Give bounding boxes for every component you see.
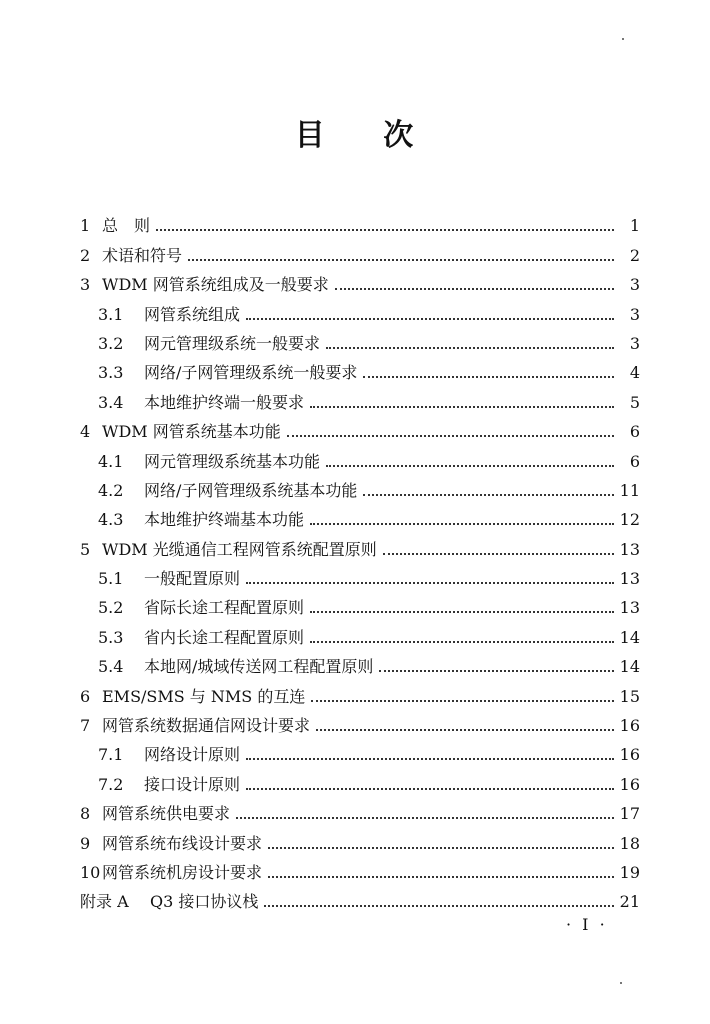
toc-entry-7-1[interactable] — [80, 736, 640, 765]
toc-page: 6 — [629, 451, 640, 471]
toc-number: 6 — [80, 686, 91, 706]
dot-leader — [246, 787, 614, 790]
dot-leader — [310, 522, 614, 525]
toc-page: 5 — [629, 392, 640, 412]
toc-entry-appendix-a[interactable] — [80, 883, 640, 912]
toc-title: 本地维护终端一般要求 — [144, 392, 305, 412]
toc-entry-9[interactable] — [80, 824, 640, 853]
toc-entry-7[interactable] — [80, 707, 640, 736]
toc-page: 13 — [619, 598, 640, 618]
toc-page: 3 — [629, 333, 640, 353]
dot-leader — [310, 640, 614, 643]
toc-entry-1[interactable] — [80, 207, 640, 236]
toc-title: WDM 光缆通信工程网管系统配置原则 — [102, 539, 377, 559]
toc-number: 附录 A — [80, 892, 129, 912]
toc-title: 网管系统布线设计要求 — [102, 833, 263, 853]
dot-leader — [379, 669, 613, 672]
toc-entry-2[interactable] — [80, 236, 640, 265]
toc-page: 13 — [619, 539, 640, 559]
toc-page: 1 — [629, 216, 640, 236]
toc-number: 3.4 — [98, 392, 124, 412]
toc-number: 2 — [80, 245, 91, 265]
toc-entry-8[interactable] — [80, 795, 640, 824]
toc-number: 7.1 — [98, 745, 124, 765]
toc-number: 5.3 — [98, 627, 124, 647]
toc-entry-5-3[interactable] — [80, 618, 640, 647]
toc-title: 网元管理级系统一般要求 — [144, 333, 321, 353]
toc-title: 本地网/城域传送网工程配置原则 — [144, 657, 374, 677]
toc-entry-3-1[interactable] — [80, 295, 640, 324]
toc-title: 一般配置原则 — [144, 569, 241, 589]
dot-leader — [156, 228, 614, 231]
toc-title: 省际长途工程配置原则 — [144, 598, 305, 618]
dot-leader — [363, 375, 614, 378]
toc-page: 13 — [619, 569, 640, 589]
toc-number: 3 — [80, 275, 91, 295]
toc-entry-3-3[interactable] — [80, 354, 640, 383]
toc-title: 网络设计原则 — [144, 745, 241, 765]
title-char-2: 次 — [383, 118, 416, 153]
toc-page: 12 — [619, 510, 640, 530]
toc-page: 14 — [619, 657, 640, 677]
toc-number: 10 — [80, 862, 101, 882]
toc-number: 3.2 — [98, 333, 124, 353]
title-char-1: 目 — [294, 118, 327, 153]
toc-number: 7 — [80, 716, 91, 736]
toc-page: 19 — [619, 862, 640, 882]
toc-title: 网元管理级系统基本功能 — [144, 451, 321, 471]
toc-entry-4-2[interactable] — [80, 472, 640, 501]
toc-entry-6[interactable] — [80, 677, 640, 706]
toc-number: 7.2 — [98, 774, 124, 794]
toc-title: 本地维护终端基本功能 — [144, 510, 305, 530]
dot-leader — [335, 287, 614, 290]
toc-entry-4-1[interactable] — [80, 442, 640, 471]
page-folio: · I · — [566, 915, 608, 934]
toc-page: 2 — [629, 245, 640, 265]
toc-page: 16 — [619, 716, 640, 736]
dot-leader — [326, 346, 614, 349]
toc-page: 16 — [619, 745, 640, 765]
toc-title: EMS/SMS 与 NMS 的互连 — [102, 686, 306, 706]
toc-page: 3 — [629, 275, 640, 295]
toc-title: WDM 网管系统组成及一般要求 — [102, 275, 329, 295]
toc-entry-5[interactable] — [80, 530, 640, 559]
toc-title: 网管系统数据通信网设计要求 — [102, 716, 311, 736]
toc-number: 5.1 — [98, 569, 124, 589]
toc-page: 4 — [629, 363, 640, 383]
toc-entry-3-2[interactable] — [80, 325, 640, 354]
dot-leader — [268, 846, 614, 849]
toc-page: 15 — [619, 686, 640, 706]
dot-leader — [311, 699, 613, 702]
toc-title: 网络/子网管理级系统基本功能 — [144, 480, 358, 500]
toc-entry-3-4[interactable] — [80, 383, 640, 412]
page-title — [0, 110, 710, 154]
toc-page: 18 — [619, 833, 640, 853]
toc-entry-4-3[interactable] — [80, 501, 640, 530]
toc-entry-4[interactable] — [80, 413, 640, 442]
toc-page: 21 — [619, 892, 640, 912]
toc-entry-5-2[interactable] — [80, 589, 640, 618]
toc-number: 5.2 — [98, 598, 124, 618]
scan-speck — [622, 38, 624, 40]
toc-number: 8 — [80, 804, 91, 824]
dot-leader — [383, 552, 614, 555]
toc-title: 网管系统机房设计要求 — [102, 862, 263, 882]
toc-entry-7-2[interactable] — [80, 765, 640, 794]
toc-title: WDM 网管系统基本功能 — [102, 422, 281, 442]
dot-leader — [246, 581, 614, 584]
toc-number: 3.3 — [98, 363, 124, 383]
toc-page: 14 — [619, 627, 640, 647]
dot-leader — [316, 728, 614, 731]
toc-number: 9 — [80, 833, 91, 853]
toc-title: 接口设计原则 — [144, 774, 241, 794]
toc-number: 5.4 — [98, 657, 124, 677]
toc-entry-5-4[interactable] — [80, 648, 640, 677]
dot-leader — [310, 405, 614, 408]
toc-title: 术语和符号 — [102, 245, 183, 265]
scan-speck — [620, 982, 622, 984]
toc-entry-3[interactable] — [80, 266, 640, 295]
toc-title: Q3 接口协议栈 — [150, 892, 259, 912]
dot-leader — [246, 317, 614, 320]
toc-title: 网管系统组成 — [144, 304, 241, 324]
toc-title: 省内长途工程配置原则 — [144, 627, 305, 647]
dot-leader — [264, 904, 613, 907]
toc-page: 3 — [629, 304, 640, 324]
toc-number: 4.1 — [98, 451, 124, 471]
toc-title: 网络/子网管理级系统一般要求 — [144, 363, 358, 383]
toc-number: 3.1 — [98, 304, 124, 324]
dot-leader — [287, 434, 614, 437]
toc-title: 网管系统供电要求 — [102, 804, 231, 824]
toc-page: 17 — [619, 804, 640, 824]
toc-number: 1 — [80, 216, 91, 236]
dot-leader — [310, 610, 614, 613]
toc-number: 4.3 — [98, 510, 124, 530]
dot-leader — [268, 875, 614, 878]
dot-leader — [326, 464, 614, 467]
dot-leader — [246, 757, 614, 760]
dot-leader — [363, 493, 613, 496]
dot-leader — [188, 258, 614, 261]
table-of-contents — [80, 207, 640, 912]
toc-page: 16 — [619, 774, 640, 794]
toc-entry-10[interactable] — [80, 854, 640, 883]
toc-page: 6 — [629, 422, 640, 442]
dot-leader — [236, 816, 614, 819]
toc-title: 总 则 — [102, 216, 151, 236]
toc-number: 4 — [80, 422, 91, 442]
toc-page: 11 — [619, 480, 640, 500]
toc-entry-5-1[interactable] — [80, 560, 640, 589]
toc-number: 4.2 — [98, 480, 124, 500]
toc-number: 5 — [80, 539, 91, 559]
